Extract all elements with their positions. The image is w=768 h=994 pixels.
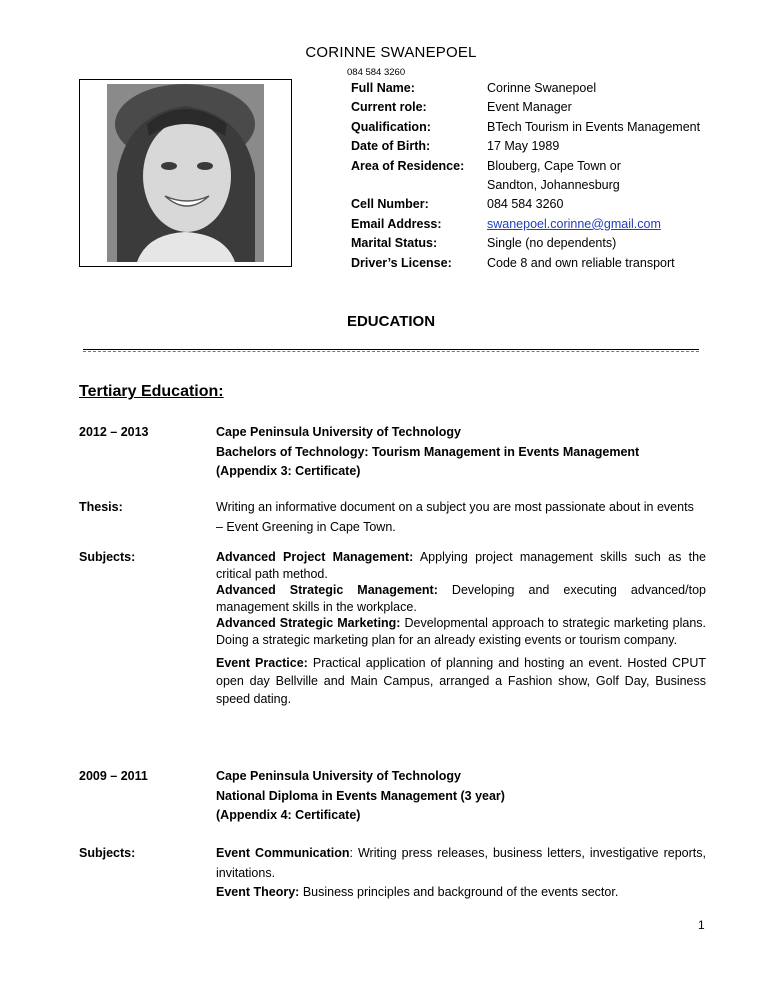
subjects-label: Subjects: bbox=[79, 846, 136, 860]
thesis-text bbox=[216, 498, 706, 537]
detail-value: Event Manager bbox=[487, 100, 572, 115]
divider bbox=[83, 351, 699, 352]
detail-value: Corinne Swanepoel bbox=[487, 81, 597, 95]
subjects-list bbox=[216, 549, 706, 708]
detail-label: Driver’s License: bbox=[351, 255, 452, 270]
header-phone: 084 584 3260 bbox=[347, 67, 406, 78]
detail-label: Date of Birth: bbox=[351, 139, 431, 154]
subjects-label: Subjects: bbox=[79, 550, 136, 564]
resume-name: CORINNE SWANEPOEL bbox=[305, 44, 477, 61]
thesis-line: – Event Greening in Cape Town. bbox=[216, 519, 396, 534]
subject-item: Event Theory: Business principles and background of the events sector. bbox=[216, 885, 619, 899]
appendix-note: (Appendix 3: Certificate) bbox=[216, 464, 361, 478]
institution: Cape Peninsula University of Technology bbox=[216, 769, 461, 783]
detail-label: Qualification: bbox=[351, 119, 431, 134]
divider bbox=[83, 349, 699, 350]
entry-period: 2009 – 2011 bbox=[79, 769, 148, 783]
institution: Cape Peninsula University of Technology bbox=[216, 425, 461, 439]
detail-label: Email Address: bbox=[351, 216, 442, 231]
appendix-note: (Appendix 4: Certificate) bbox=[216, 808, 361, 822]
detail-value: 17 May 1989 bbox=[487, 139, 560, 154]
degree: National Diploma in Events Management (3 year) bbox=[216, 788, 505, 803]
subject-item: Advanced Project Management: Applying project management skills such as the critical path method. bbox=[216, 550, 706, 581]
detail-label: Marital Status: bbox=[351, 236, 438, 251]
section-title: EDUCATION bbox=[346, 313, 436, 330]
detail-label: Full Name: bbox=[351, 81, 415, 95]
subsection-title: Tertiary Education: bbox=[79, 383, 224, 400]
detail-label: Cell Number: bbox=[351, 197, 429, 212]
degree: Bachelors of Technology: Tourism Management in Events Management bbox=[216, 444, 640, 459]
detail-value: BTech Tourism in Events Management bbox=[487, 119, 701, 134]
page-number: 1 bbox=[698, 918, 705, 932]
entry-details bbox=[216, 423, 706, 482]
detail-label: Current role: bbox=[351, 100, 427, 115]
detail-label: Area of Residence: bbox=[351, 158, 465, 173]
subject-item: Event Communication: Writing press releases, business letters, investigative reports, invitations. bbox=[216, 846, 706, 880]
subject-item: Advanced Strategic Management: Developing and executing advanced/top management skills in the workplace. bbox=[216, 583, 706, 614]
thesis-line: Writing an informative document on a subject you are most passionate about in events bbox=[216, 500, 694, 514]
detail-value: 084 584 3260 bbox=[487, 197, 564, 212]
entry-period: 2012 – 2013 bbox=[79, 425, 149, 439]
detail-value: Single (no dependents) bbox=[487, 236, 617, 251]
profile-photo-frame bbox=[79, 79, 292, 267]
detail-value: Blouberg, Cape Town or Sandton, Johannesburg bbox=[487, 158, 621, 192]
subject-item: Advanced Strategic Marketing: Developmental approach to strategic marketing plans. Doing a strategic marketing plan for an already existing events or tourism company. bbox=[216, 616, 706, 647]
subject-item: Event Practice: Practical application of planning and hosting an event. Hosted CPUT open day Bellville and Main Campus, arranged a Fashion show, Golf Day, Business speed dating. bbox=[216, 656, 706, 706]
subjects-list bbox=[216, 844, 706, 903]
profile-photo bbox=[107, 84, 264, 262]
entry-details bbox=[216, 767, 706, 826]
detail-value: Code 8 and own reliable transport bbox=[487, 255, 675, 270]
thesis-label: Thesis: bbox=[79, 500, 123, 514]
email-link[interactable]: swanepoel.corinne@gmail.com bbox=[487, 216, 661, 231]
